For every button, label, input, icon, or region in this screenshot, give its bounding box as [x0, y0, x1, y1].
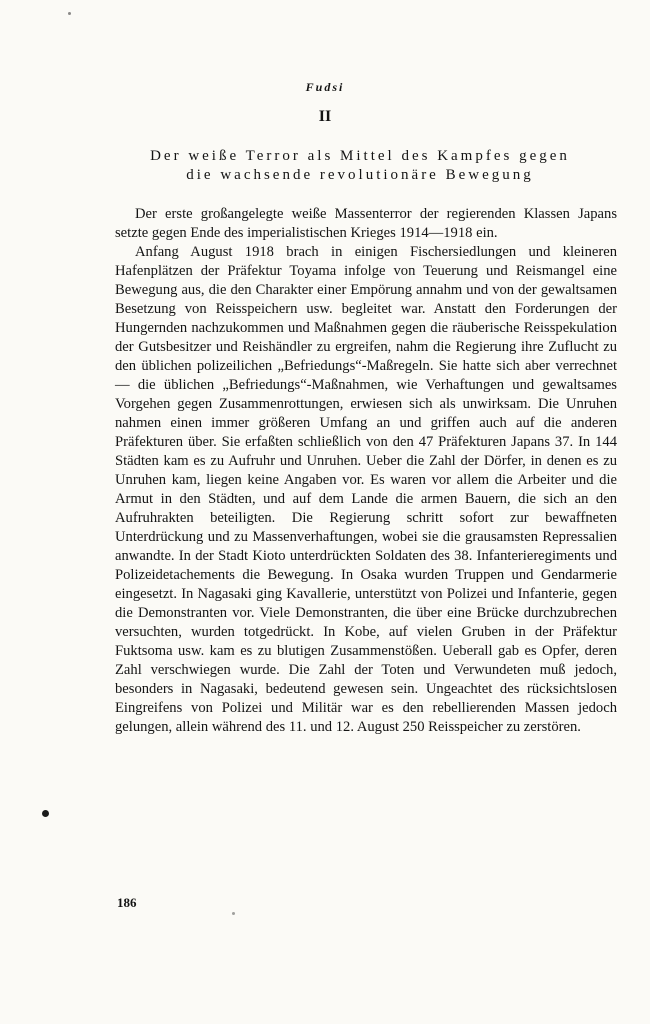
chapter-title	[100, 147, 620, 185]
chapter-title-line-2: die wachsende revolutionäre Bewegung	[186, 167, 534, 183]
page-number: 186	[117, 895, 137, 910]
paragraph: Der erste großangelegte weiße Massenterror der regierenden Klassen Japans setzte gegen Ende des imperialistischen Krieges 1914—1918 ein.	[115, 206, 617, 241]
ink-speck	[232, 912, 235, 915]
chapter-title-line-1: Der weiße Terror als Mittel des Kampfes gegen	[150, 148, 570, 164]
body-text	[115, 205, 617, 737]
running-head: Fudsi	[305, 80, 345, 94]
ink-speck	[42, 810, 49, 817]
chapter-number: II	[318, 108, 332, 125]
paragraph: Anfang August 1918 brach in einigen Fischersiedlungen und kleineren Hafenplätzen der Präfektur Toyama infolge von Teuerung und Reismangel eine Bewegung aus, die den Charakter einer Empörung annahm und von der gewaltsamen Besetzung von Reisspeichern usw. begleitet war. Anstatt den Forderungen der Hungernden nachzukommen und Maßnahmen gegen die räuberische Reisspekulation der Gutsbesitzer und Reishändler zu ergreifen, nahm die Regierung ihre Zuflucht zu den üblichen polizeilichen „Befriedungs“-Maßregeln. Sie hatte sich aber verrechnet — die üblichen „Befriedungs“-Maßnahmen, wie Verhaftungen und gewaltsames Vorgehen gegen Zusammenrottungen, erwiesen sich als unwirksam. Die Unruhen nahmen einen immer größeren Umfang an und griffen auch auf die anderen Präfekturen über. Sie erfaßten schließlich von den 47 Präfekturen Japans 37. In 144 Städten kam es zu Aufruhr und Unruhen. Ueber die Zahl der Dörfer, in denen es zu Unruhen kam, liegen keine Angaben vor. Es waren vor allem die Arbeiter und die Armut in den Städten, und auf dem Lande die armen Bauern, die sich an den Aufruhrakten beteiligten. Die Regierung schritt sofort zur bewaffneten Unterdrückung und zu Massenverhaftungen, wobei sie die grausamsten Repressalien anwandte. In der Stadt Kioto unterdrückten Soldaten des 38. Infanterieregiments und Polizeidetachements die Bewegung. In Osaka wurden Truppen und Gendarmerie eingesetzt. In Nagasaki ging Kavallerie, unterstützt von Polizei und Infanterie, gegen die Demonstranten vor. Viele Demonstranten, die über eine Brücke durchzubrechen versuchten, wurden totgedrückt. In Kobe, auf vielen Gruben in der Präfektur Fuktsoma usw. kam es zu blutigen Zusammenstößen. Ueberall gab es Opfer, deren Zahl verschwiegen wurde. Die Zahl der Toten und Verwundeten muß jedoch, besonders in Nagasaki, bedeutend gewesen sein. Ungeachtet des rücksichtslosen Eingreifens von Polizei und Militär war es den rebellierenden Massen jedoch gelungen, allein während des 11. und 12. August 250 Reisspeicher zu zerstören.	[115, 244, 617, 735]
ink-speck	[68, 12, 71, 15]
